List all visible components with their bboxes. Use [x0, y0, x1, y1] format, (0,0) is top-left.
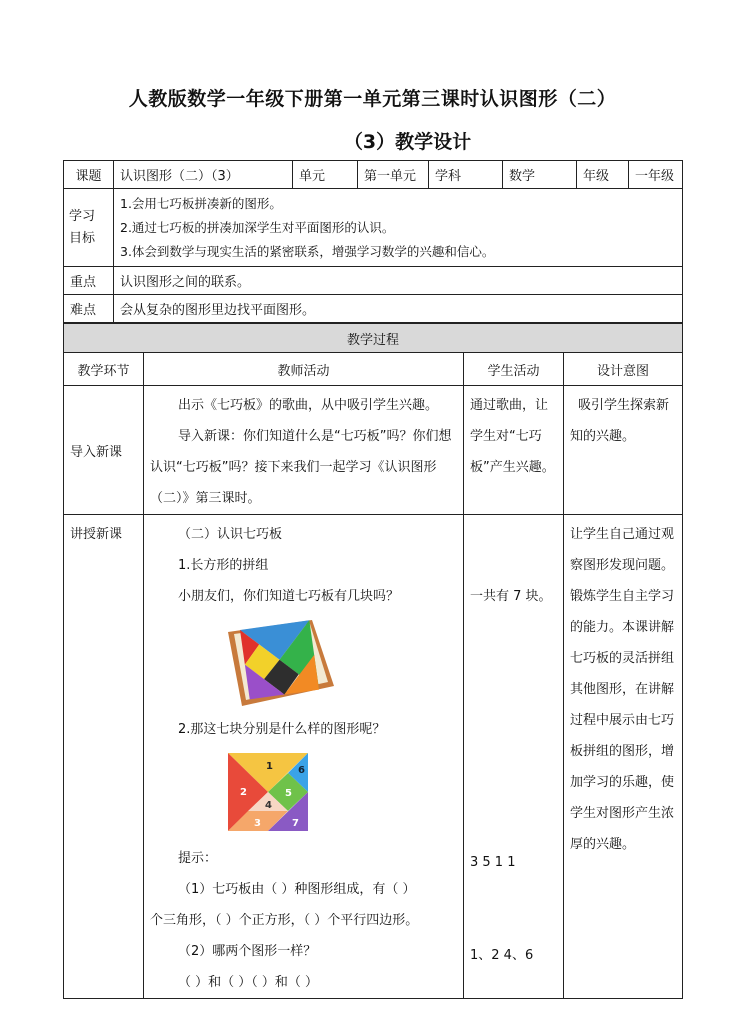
teacher-new-p8: （ ）和（ ）（ ）和（ ） [178, 975, 319, 990]
student-answer-1: 一共有 7 块。 [470, 589, 552, 604]
col-intent: 设计意图 [564, 353, 683, 386]
label-difficulty: 难点 [64, 295, 114, 323]
teacher-new-p4: 2.那这七块分别是什么样的图形呢？ [178, 722, 386, 737]
col-student: 学生活动 [464, 353, 564, 386]
label-grade: 年级 [577, 161, 629, 189]
unit-value: 第一单元 [358, 161, 429, 189]
teacher-new-p5: 提示： [178, 851, 218, 866]
tangram-label: 1 [266, 761, 273, 772]
goals-list [114, 189, 683, 267]
goal-item: 2.通过七巧板的拼凑加深学生对平面图形的认识。 [120, 219, 395, 235]
tangram-label: 5 [285, 788, 292, 799]
process-heading: 教学过程 [64, 324, 683, 353]
label-key: 重点 [64, 267, 114, 295]
teacher-new-p3: 小朋友们，你们知道七巧板有几块吗？ [178, 589, 400, 604]
teacher-intro-p1: 出示《七巧板》的歌曲，从中吸引学生兴趣。 [178, 398, 439, 413]
difficulty-value: 会从复杂的图形里边找平面图形。 [114, 295, 683, 323]
doc-title-line1: 人教版数学一年级下册第一单元第三课时认识图形（二） [128, 88, 617, 110]
teacher-new-p1: （二）认识七巧板 [178, 527, 283, 542]
process-table [63, 323, 683, 999]
student-answer-3: 1、2 4、6 [470, 948, 534, 963]
goal-item: 3.体会到数学与现实生活的紧密联系，增强学习数学的兴趣和信心。 [120, 243, 495, 259]
label-topic: 课题 [64, 161, 114, 189]
tangram-label: 7 [292, 818, 299, 829]
col-stage: 教学环节 [64, 353, 144, 386]
stage-intro: 导入新课 [64, 386, 144, 515]
tangram-photo [222, 620, 334, 706]
student-intro: 通过歌曲，让学生对“七巧板”产生兴趣。 [464, 386, 564, 515]
lesson-info-table [63, 160, 683, 323]
teacher-new-p6a: （1）七巧板由（ ）种图形组成，有（ ） [178, 882, 416, 897]
teacher-new-p6b: 个三角形，（ ）个正方形，（ ）个平行四边形。 [150, 913, 419, 928]
student-answer-2: 3 5 1 1 [470, 855, 516, 870]
tangram-label: 6 [298, 765, 305, 776]
teacher-new-p2: 1.长方形的拼组 [178, 558, 269, 573]
goal-item: 1.会用七巧板拼凑新的图形。 [120, 195, 282, 211]
key-value: 认识图形之间的联系。 [114, 267, 683, 295]
tangram-label: 4 [265, 800, 272, 811]
label-goals: 学习目标 [64, 189, 114, 267]
intent-intro: 吸引学生探索新知的兴趣。 [564, 386, 683, 515]
tangram-label: 3 [254, 818, 261, 829]
tangram-label: 2 [240, 787, 247, 798]
student-new [464, 515, 564, 999]
topic-value: 认识图形（二）（3） [114, 161, 293, 189]
tangram-numbered [228, 753, 308, 831]
subject-value: 数学 [503, 161, 577, 189]
intent-new: 让学生自己通过观察图形发现问题。锻炼学生自主学习的能力。本课讲解七巧板的灵活拼组其他图形，在讲解过程中展示由七巧板拼组的图形，增加学习的乐趣，使学生对图形产生浓厚的兴趣。 [564, 515, 683, 999]
col-teacher: 教师活动 [144, 353, 464, 386]
teacher-new-p7: （2）哪两个图形一样？ [178, 944, 317, 959]
label-subject: 学科 [429, 161, 503, 189]
teacher-intro [144, 386, 464, 515]
teacher-intro-p2: 导入新课：你们知道什么是“七巧板”吗？你们想认识“七巧板”吗？接下来我们一起学习《认识图形（二）》第三课时。 [150, 429, 452, 506]
stage-new: 讲授新课 [64, 515, 144, 999]
label-unit: 单元 [293, 161, 358, 189]
grade-value: 一年级 [629, 161, 683, 189]
doc-title-line2: （3）教学设计 [343, 131, 472, 153]
teacher-new [144, 515, 464, 999]
